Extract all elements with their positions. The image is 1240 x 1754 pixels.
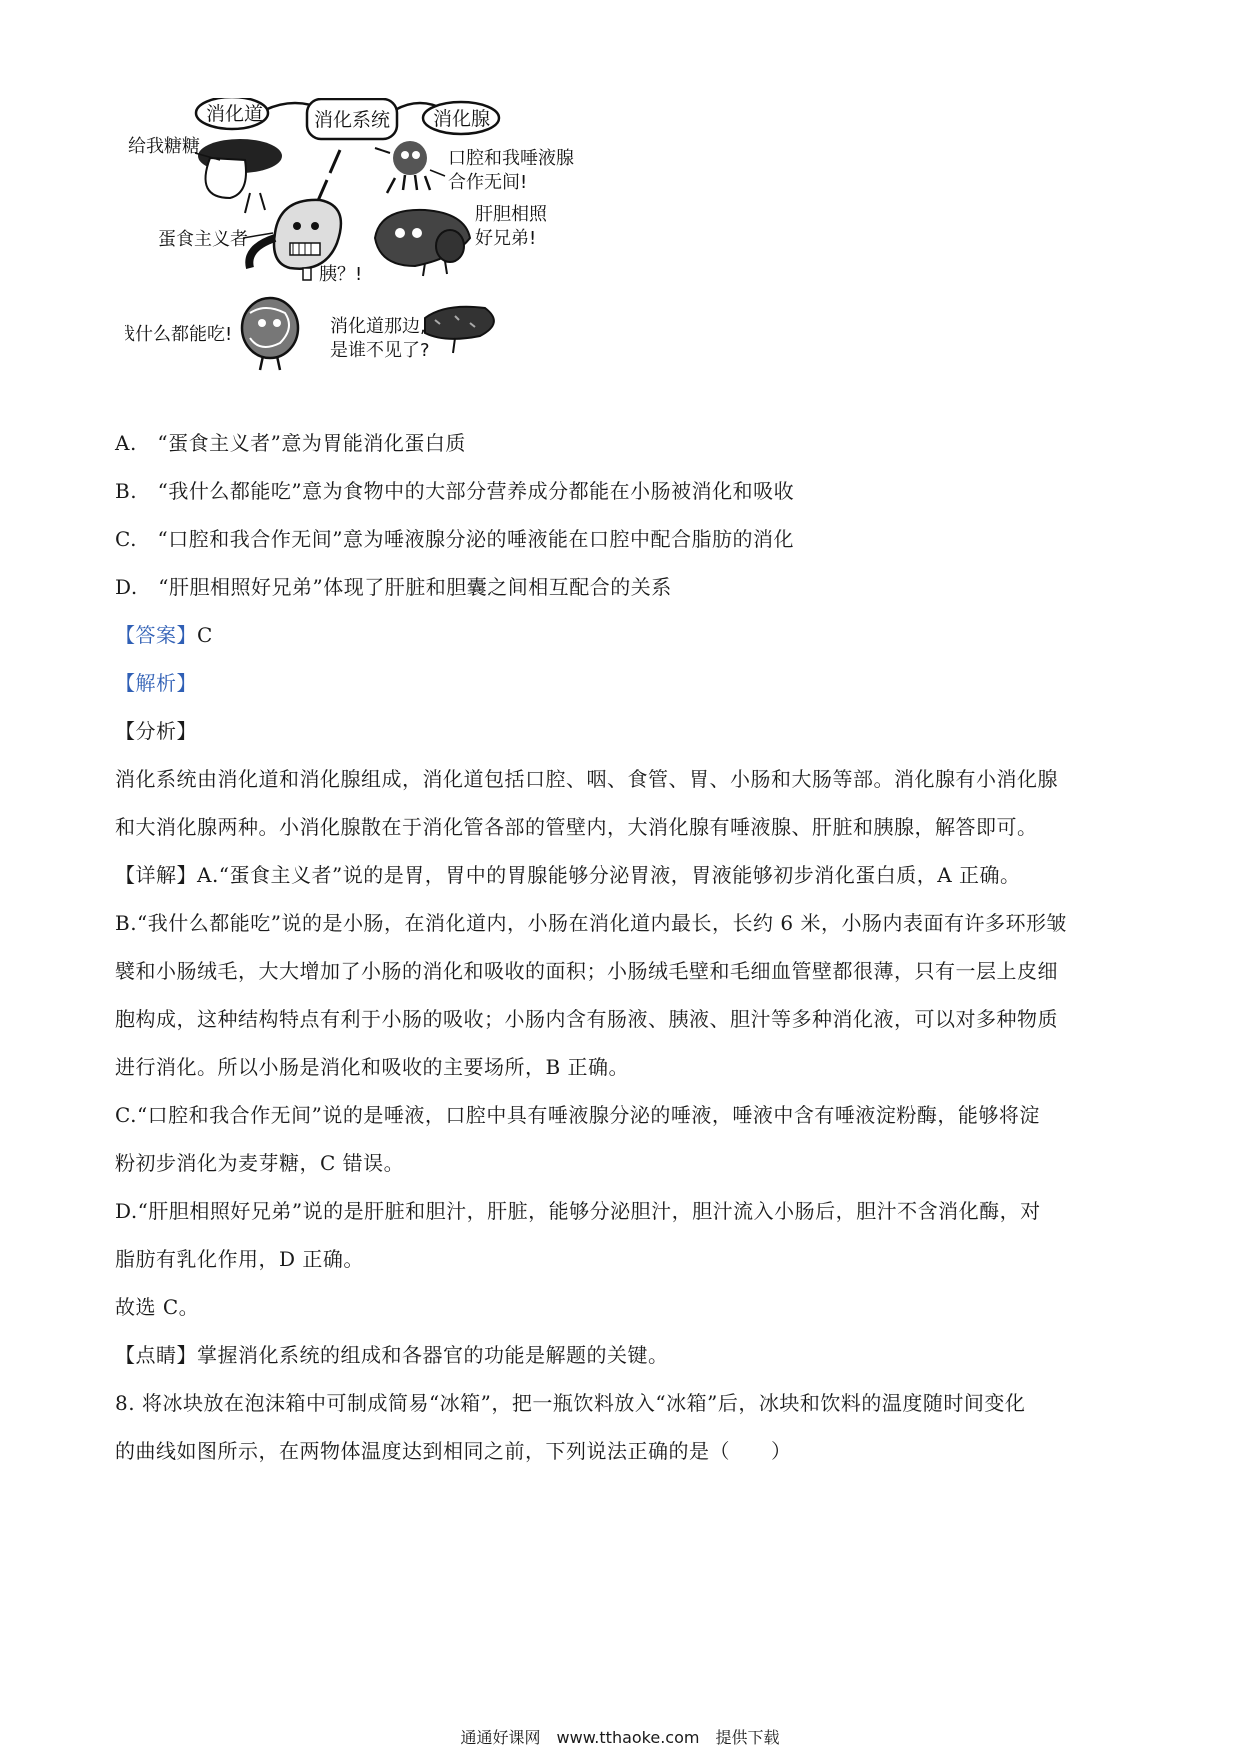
caption-pancreas: 胰？! bbox=[319, 264, 363, 285]
detail-line-6: C.“口腔和我合作无间”说的是唾液，口腔中具有唾液腺分泌的唾液，唾液中含有唾液淀粉酶，能够将淀 bbox=[115, 1103, 1040, 1127]
option-c-label: C. bbox=[115, 527, 137, 551]
option-b-text: “我什么都能吃”意为食物中的大部分营养成分都能在小肠被消化和吸收 bbox=[157, 479, 795, 503]
caption-missing-1: 消化道那边, bbox=[330, 316, 426, 337]
option-c bbox=[115, 525, 794, 553]
analysis-tag: 【解析】 bbox=[115, 671, 197, 695]
answer-line bbox=[115, 621, 213, 649]
analysis-heading bbox=[115, 669, 197, 697]
answer-value: C bbox=[197, 623, 213, 647]
small-intestine-icon bbox=[242, 298, 298, 370]
answer-tag: 【答案】 bbox=[115, 623, 197, 647]
digestive-system-cartoon bbox=[125, 98, 595, 413]
node-digestive-gland-label: 消化腺 bbox=[433, 108, 491, 130]
option-b bbox=[115, 477, 794, 505]
mouth-tongue-icon bbox=[198, 139, 282, 213]
dianjing-line bbox=[115, 1341, 669, 1369]
detail-line-3: 襞和小肠绒毛，大大增加了小肠的消化和吸收的面积；小肠绒毛壁和毛细血管壁都很薄，只有一层上皮细 bbox=[115, 959, 1058, 983]
pancreas-icon bbox=[425, 307, 494, 353]
dianjing-text: 掌握消化系统的组成和各器官的功能是解题的关键。 bbox=[197, 1343, 669, 1367]
cartoon-svg bbox=[125, 98, 595, 413]
fenxi-line-1: 消化系统由消化道和消化腺组成，消化道包括口腔、咽、食管、胃、小肠和大肠等部。消化腺有小消化腺 bbox=[115, 767, 1058, 791]
liver-gallbladder-icon bbox=[375, 210, 470, 276]
option-c-text: “口腔和我合作无间”意为唾液腺分泌的唾液能在口腔中配合脂肪的消化 bbox=[157, 527, 794, 551]
detail-line-10: 故选 C。 bbox=[115, 1295, 200, 1319]
caption-salivary-2: 合作无间! bbox=[448, 172, 528, 193]
detail-a: A.“蛋食主义者”说的是胃，胃中的胃腺能够分泌胃液，胃液能够初步消化蛋白质，A 正确。 bbox=[197, 863, 1021, 887]
fenxi-heading bbox=[115, 717, 197, 745]
caption-intestine: 我什么都能吃! bbox=[125, 324, 233, 345]
option-a-text: “蛋食主义者”意为胃能消化蛋白质 bbox=[157, 431, 466, 455]
option-a-label: A. bbox=[115, 431, 137, 455]
option-d-label: D. bbox=[115, 575, 138, 599]
dianjing-tag: 【点睛】 bbox=[115, 1343, 197, 1367]
fenxi-line-2: 和大消化腺两种。小消化腺散在于消化管各部的管壁内，大消化腺有唾液腺、肝脏和胰腺，解答即可。 bbox=[115, 815, 1038, 839]
option-d bbox=[115, 573, 672, 601]
node-digestive-system-label: 消化系统 bbox=[314, 109, 391, 131]
caption-liver-1: 肝胆相照 bbox=[475, 204, 547, 225]
detail-line-7: 粉初步消化为麦芽糖，C 错误。 bbox=[115, 1151, 405, 1175]
option-d-text: “肝胆相照好兄弟”体现了肝脏和胆囊之间相互配合的关系 bbox=[158, 575, 672, 599]
option-b-label: B. bbox=[115, 479, 138, 503]
q8-line-2: 的曲线如图所示，在两物体温度达到相同之前，下列说法正确的是（ ） bbox=[115, 1439, 792, 1463]
detail-line-2: B.“我什么都能吃”说的是小肠，在消化道内，小肠在消化道内最长，长约 6 米，小肠内表面有许多环形皱 bbox=[115, 911, 1067, 935]
caption-tongue: 给我糖糖 bbox=[128, 136, 200, 157]
salivary-gland-icon bbox=[375, 141, 430, 193]
caption-salivary-1: 口腔和我唾液腺 bbox=[448, 148, 574, 169]
option-a bbox=[115, 429, 466, 457]
detail-line-9: 脂肪有乳化作用，D 正确。 bbox=[115, 1247, 364, 1271]
caption-stomach: 蛋食主义者 bbox=[158, 229, 248, 250]
detail-line-1 bbox=[115, 861, 1021, 889]
detail-line-8: D.“肝胆相照好兄弟”说的是肝脏和胆汁，肝脏，能够分泌胆汁，胆汁流入小肠后，胆汁不含消化酶，对 bbox=[115, 1199, 1041, 1223]
fenxi-tag: 【分析】 bbox=[115, 719, 197, 743]
q8-line-1: 8. 将冰块放在泡沫箱中可制成简易“冰箱”，把一瓶饮料放入“冰箱”后，冰块和饮料的温度随时间变化 bbox=[115, 1391, 1026, 1415]
detail-line-4: 胞构成，这种结构特点有利于小肠的吸收；小肠内含有肠液、胰液、胆汁等多种消化液，可以对多种物质 bbox=[115, 1007, 1058, 1031]
detail-line-5: 进行消化。所以小肠是消化和吸收的主要场所，B 正确。 bbox=[115, 1055, 630, 1079]
caption-missing-2: 是谁不见了? bbox=[330, 340, 430, 361]
node-digestive-tract-label: 消化道 bbox=[206, 103, 264, 125]
page-footer: 通通好课网 www.tthaoke.com 提供下载 bbox=[460, 1728, 780, 1747]
detail-tag: 【详解】 bbox=[115, 863, 197, 887]
caption-liver-2: 好兄弟! bbox=[475, 228, 537, 249]
